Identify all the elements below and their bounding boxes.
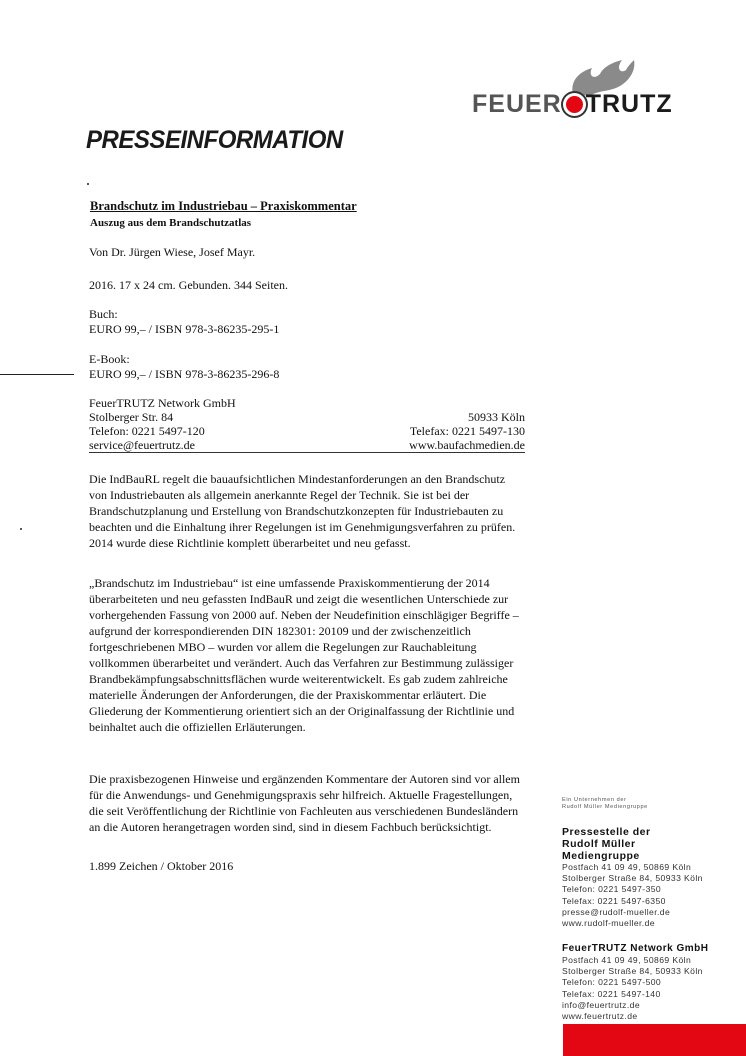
character-count: 1.899 Zeichen / Oktober 2016 [89,859,234,873]
logo-word-trutz: TRUTZ [585,90,673,118]
paragraph-line: für die Anwendungs- und Genehmigungspraxis sehr hilfreich. Aktuelle Fragestellungen, [89,788,513,802]
paragraph-line: beinhaltet auch die offiziellen Erläuterungen. [89,720,306,734]
paragraph-line: „Brandschutz im Industriebau“ ist eine umfassende Praxiskommentierung der 2014 [89,576,490,590]
paragraph-line: 2014 wurde diese Richtlinie komplett überarbeitet und neu gefasst. [89,536,411,550]
press-office-heading: Mediengruppe [562,850,640,862]
brand-logo [472,90,673,119]
paragraph-line: fortgeschriebenen MBO – wurden vor allem die Regelungen zur Rauchableitung [89,640,477,654]
publisher-city: 50933 Köln [468,410,525,424]
press-title: PRESSEINFORMATION [86,126,343,154]
sidebar-intro-line: Ein Unternehmen der [562,797,627,803]
paragraph-line: Brandschutzplanung und Erstellung von Brandschutzkonzepten für Industriebauten zu [89,504,504,518]
press-office-web[interactable]: www.rudolf-mueller.de [562,918,655,929]
publisher-web[interactable]: www.baufachmedien.de [409,438,525,452]
logo-dot [566,96,583,113]
paragraph-3 [89,771,544,835]
paragraph-line: die seit Veröffentlichung der Richtlinie von Fachleuten aus verschiedenen Bundesländern [89,804,519,818]
press-office-line: Stolberger Straße 84, 50933 Köln [562,873,703,884]
paragraph-line: an die Autoren herangetragen worden sind, sind in diesem Fachbuch berücksichtigt. [89,820,492,834]
publisher-links-row [89,437,525,453]
paragraph-line: Die IndBauRL regelt die bauaufsichtlichen Mindestanforderungen an den Brandschutz [89,472,506,486]
network-line: Stolberger Straße 84, 50933 Köln [562,966,703,977]
paragraph-line: von Industriebauten als allgemein anerkannte Regel der Technik. Sie ist bei der [89,488,470,502]
paragraph-line: vorhergehenden Fassung von 2000 auf. Neben der Neudefinition einschlägiger Begriffe – [89,608,519,622]
network-line: Postfach 41 09 49, 50869 Köln [562,955,692,965]
paragraph-line: materielle Änderungen der Anforderungen, die der Praxiskommentar erläutert. Die [89,688,487,702]
logo-word-feuer: FEUER [472,90,562,118]
book-authors: Von Dr. Jürgen Wiese, Josef Mayr. [89,245,256,259]
sidebar-intro-line: Rudolf Müller Mediengruppe [562,804,648,810]
press-office-line: Postfach 41 09 49, 50869 Köln [562,862,692,872]
book-details: 2016. 17 x 24 cm. Gebunden. 344 Seiten. [89,278,288,292]
paragraph-line: Brandbekämpfungsabschnittsflächen wurde weiterentwickelt. Es gab zudem zahlreiche [89,672,508,686]
book-title: Brandschutz im Industriebau – Praxiskommentar [90,199,357,213]
paragraph-line: überarbeiteten und neu gefassten IndBauR und zeigt die wesentlichen Unterschiede zur [89,592,509,606]
bullet-dot [20,528,22,530]
network-web[interactable]: www.feuertrutz.de [562,1011,638,1022]
bullet-dot [87,183,89,185]
paragraph-2 [89,575,544,735]
print-price: EURO 99,– / ISBN 978-3-86235-295-1 [89,322,280,336]
press-office-block [562,826,703,929]
press-office-email[interactable]: presse@rudolf-mueller.de [562,906,671,917]
press-office-line: Telefon: 0221 5497-350 [562,884,662,895]
paragraph-line: vollkommen überarbeitet und verändert. Auch das Verfahren zur Bestimmung zulässiger [89,656,514,670]
ebook-price: EURO 99,– / ISBN 978-3-86235-296-8 [89,367,280,381]
network-email[interactable]: info@feuertrutz.de [562,999,641,1010]
paragraph-line: Die praxisbezogenen Hinweise und ergänzenden Kommentare der Autoren sind vor allem [89,772,520,786]
paragraph-line: beachten und die Einhaltung ihrer Regelungen ist im Genehmigungsverfahren zu prüfen. [89,520,516,534]
network-line: Telefon: 0221 5497-500 [562,977,662,988]
publisher-name: FeuerTRUTZ Network GmbH [89,396,236,410]
press-office-heading: Rudolf Müller [562,838,636,850]
paragraph-1 [89,471,544,551]
book-subtitle: Auszug aus dem Brandschutzatlas [90,217,252,229]
contact-divider [89,452,525,453]
network-heading: FeuerTRUTZ Network GmbH [562,943,709,954]
publisher-street: Stolberger Str. 84 [89,410,174,424]
press-office-heading: Pressestelle der [562,826,651,838]
publisher-fax: Telefax: 0221 5497-130 [409,424,525,438]
paragraph-line: aufgrund der korrespondierenden DIN 182301: 20109 und der zwischenzeitlich [89,624,471,638]
ebook-label: E-Book: [89,352,130,366]
network-line: Telefax: 0221 5497-140 [562,988,661,999]
press-office-line: Telefax: 0221 5497-6350 [562,895,666,906]
print-label: Buch: [89,307,118,321]
margin-rule [0,374,74,375]
publisher-phone: Telefon: 0221 5497-120 [89,424,205,438]
sidebar-intro [562,797,648,811]
paragraph-line: Gliederung der Kommentierung orientiert sich an der Originalfassung der Richtlinie und [89,704,515,718]
publisher-email[interactable]: service@feuertrutz.de [89,438,195,452]
network-block [562,943,709,1022]
brand-color-block [563,1024,746,1056]
